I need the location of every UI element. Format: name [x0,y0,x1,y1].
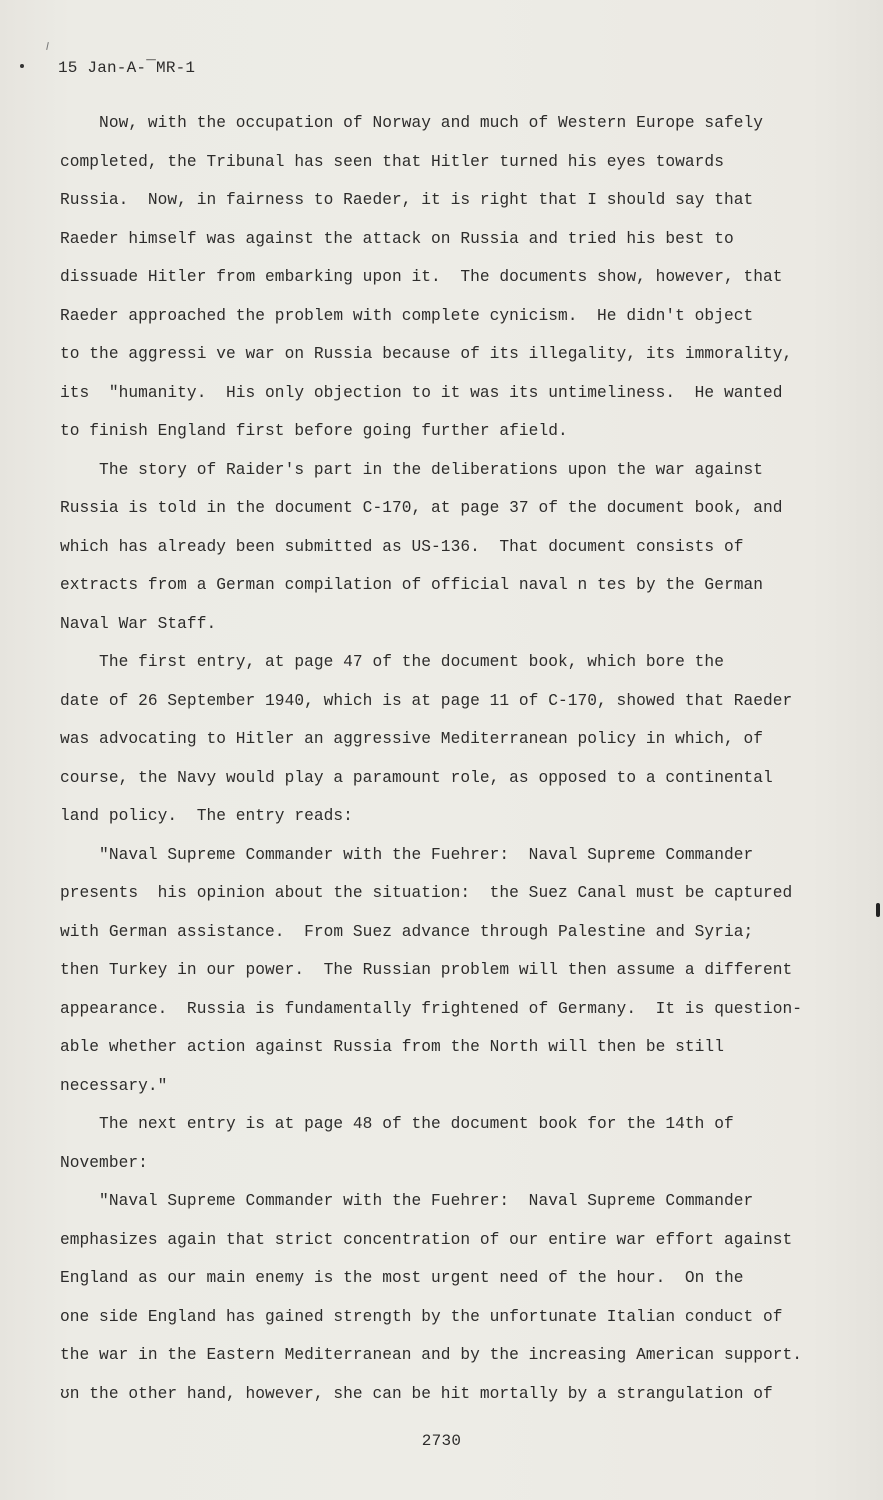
text-line: "Naval Supreme Commander with the Fuehrer: Naval Supreme Commander [60,1192,754,1210]
text-line: course, the Navy would play a paramount role, as opposed to a continental [60,768,773,787]
text-line: land policy. The entry reads: [60,807,353,825]
text-line: ʊn the other hand, however, she can be hit mortally by a strangulation of [60,1384,773,1403]
text-line: date of 26 September 1940, which is at page 11 of C-170, showed that Raeder [60,691,793,710]
text-line: appearance. Russia is fundamentally frightened of Germany. It is question- [60,999,803,1018]
page-header: 15 Jan-A-¯MR-1 [58,59,196,77]
pencil-tick-mark [46,42,49,50]
document-body [60,104,835,1413]
edge-ink-mark [876,903,880,917]
text-line: dissuade Hitler from embarking upon it. The documents show, however, that [60,268,783,286]
text-line: Naval War Staff. [60,614,217,633]
text-line: extracts from a German compilation of official naval n tes by the German [60,576,764,594]
text-line: was advocating to Hitler an aggressive Mediterranean policy in which, of [60,730,764,748]
text-line: to the aggressi ve war on Russia because of its illegality, its immorality, [60,345,793,363]
text-line: which has already been submitted as US-136. That document consists of [60,537,744,556]
text-line: The story of Raider's part in the deliberations upon the war against [60,460,764,479]
text-line: Russia is told in the document C-170, at page 37 of the document book, and [60,499,783,517]
text-line: Now, with the occupation of Norway and much of Western Europe safely [60,114,764,132]
text-line: one side England has gained strength by the unfortunate Italian conduct of [60,1307,783,1326]
text-line: Raeder approached the problem with complete cynicism. He didn't object [60,306,754,325]
page-number: 2730 [421,1432,462,1450]
text-line: England as our main enemy is the most urgent need of the hour. On the [60,1269,744,1287]
text-line: "Naval Supreme Commander with the Fuehrer: Naval Supreme Commander [60,845,754,864]
text-line: able whether action against Russia from the North will then be still [60,1038,724,1056]
text-line: necessary." [60,1076,168,1095]
text-line: then Turkey in our power. The Russian problem will then assume a different [60,961,793,979]
text-line: The next entry is at page 48 of the document book for the 14th of [60,1115,734,1133]
text-line: its ʺhumanity. His only objection to it was its untimeliness. He wanted [60,383,783,402]
text-line: the war in the Eastern Mediterranean and by the increasing American support. [60,1346,803,1364]
text-line: Raeder himself was against the attack on Russia and tried his best to [60,229,734,248]
text-line: Russia. Now, in fairness to Raeder, it is right that I should say that [60,191,754,209]
text-line: to finish England first before going further afield. [60,422,568,440]
text-line: presents his opinion about the situation: the Suez Canal must be captured [60,884,793,902]
text-line: November: [60,1153,148,1172]
text-line: completed, the Tribunal has seen that Hitler turned his eyes towards [60,152,724,171]
text-line: with German assistance. From Suez advance through Palestine and Syria; [60,922,754,941]
text-line: The first entry, at page 47 of the document book, which bore the [60,653,724,671]
text-line: emphasizes again that strict concentration of our entire war effort against [60,1230,793,1249]
margin-dot-mark [20,64,24,68]
